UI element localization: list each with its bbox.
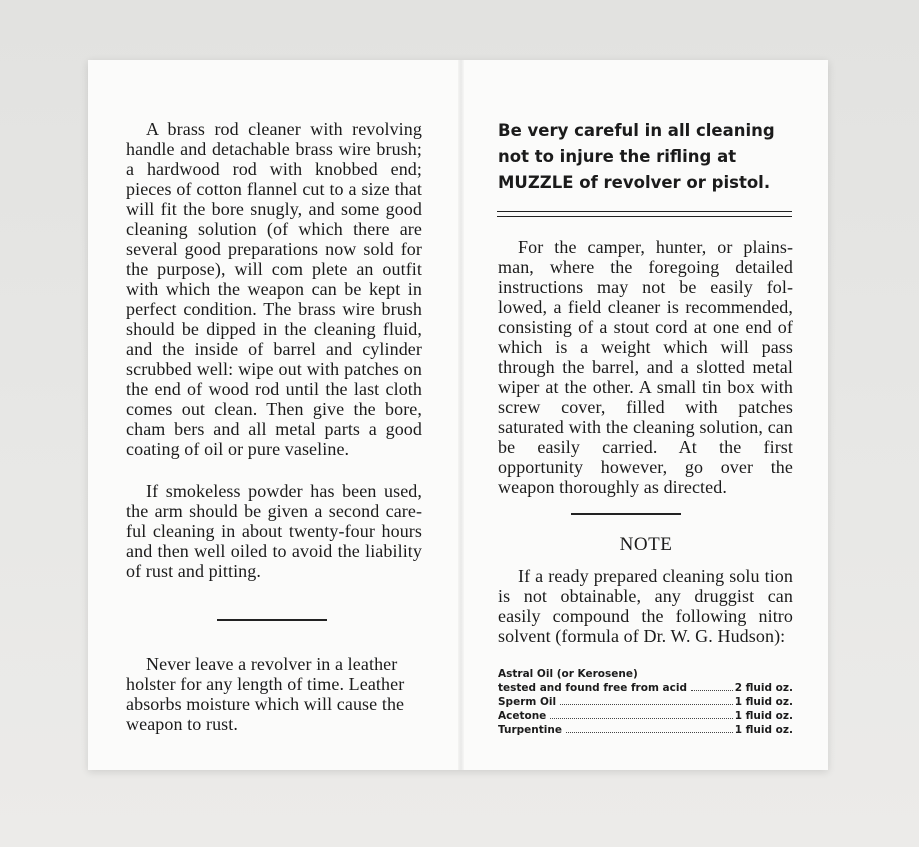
ingredient-name: Acetone [498,710,547,722]
formula-row [498,695,793,709]
formula-row [498,709,793,723]
double-rule-divider [497,211,792,217]
dot-leader [691,690,733,691]
ingredient-amount: 2 fluid oz. [734,682,793,694]
note-paragraph: If a ready prepared cleaning solu tion is not obtainable, any druggist can easily compound the following nitro solvent (formula of Dr. W. G. Hudson): [498,566,793,646]
ingredient-amount: 1 fluid oz. [734,696,793,708]
ingredient-name: tested and found free from acid [498,682,687,694]
section-divider [571,513,681,515]
cleaning-outfit-paragraph: A brass rod cleaner with revolving handle and detachable brass wire brush; a hardwood rod with knobbed end; pieces of cotton flannel cut to a size that will fit the bore snugly, and some good cleaning solution (of which there are several good preparations now sold for the purpose), will com plete an outfit with which the weapon can be kept in perfect condition. The brass wire brush should be dipped in the cleaning fluid, and the inside of barrel and cylinder scrubbed well: wipe out with patches on the end of wood rod until the last cloth comes out clean. Then give the bore, cham bers and all metal parts a good coating of oil or pure vaseline. [126,119,422,459]
ingredient-amount: 1 fluid oz. [734,724,793,736]
dot-leader [560,704,733,705]
dot-leader [566,732,733,733]
formula-row [498,681,793,695]
muzzle-warning: Be very careful in all cleaning not to injure the rifling at MUZZLE of revolver or pistol. [498,121,775,192]
right-page [464,60,828,770]
ingredient-name: Sperm Oil [498,696,557,708]
booklet-spread [88,60,828,770]
smokeless-powder-paragraph: If smokeless powder has been used, the arm should be given a second care ful cleaning in about twenty-four hours and then well oiled to avoid the liability of rust and pitting. [126,481,422,581]
ingredient-name: Turpentine [498,724,562,736]
solvent-formula [498,667,793,737]
leather-holster-paragraph: Never leave a revolver in a leather holster for any length of time. Leather absorbs moisture which will cause the weapon to rust. [126,654,405,734]
formula-row [498,723,793,737]
ingredient-amount: 1 fluid oz. [734,710,793,722]
field-cleaner-paragraph: For the camper, hunter, or plains man, where the foregoing detailed instructions may not be easily fol lowed, a field cleaner is recommended, consisting of a stout cord at one end of which is a weight which will pass through the barrel, and a slotted metal wiper at the other. A small tin box with screw cover, filled with patches saturated with the cleaning solution, can be easily carried. At the first opportunity however, go over the weapon thoroughly as directed. [498,237,793,497]
left-page [88,60,458,770]
section-divider [217,619,327,621]
dot-leader [550,718,732,719]
note-heading: NOTE [619,534,673,555]
formula-heading: Astral Oil (or Kerosene) [498,668,638,680]
